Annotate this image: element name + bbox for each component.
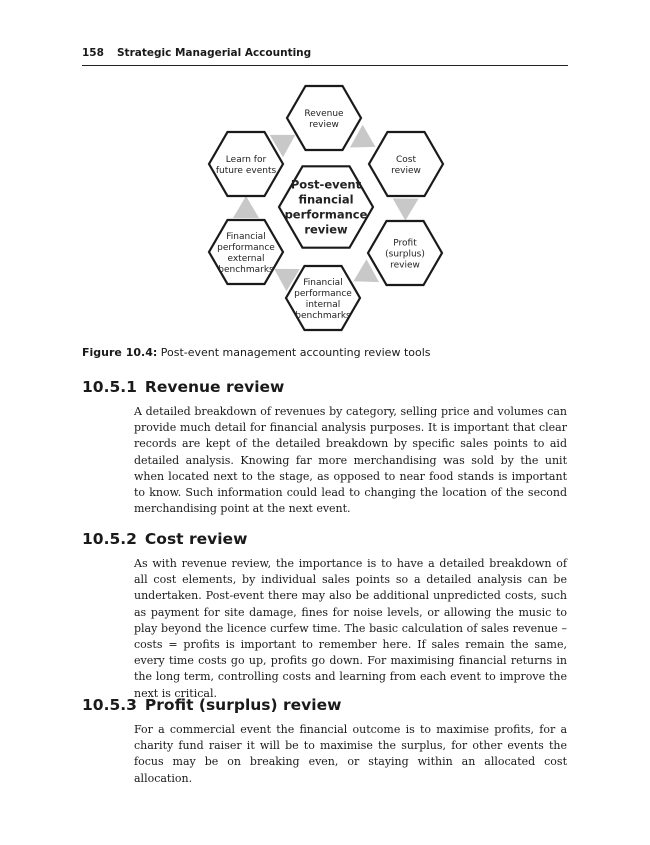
section-number: 10.5.1: [82, 378, 137, 396]
page-number: 158: [82, 47, 104, 59]
section-body-cost: As with revenue review, the importance is to have a detailed breakdown of all cost elements, by individual sales points so a detailed analysis can be undertaken. Post-event there may also be additional unpredicted costs, such as payment for site damage, fines for noise levels, or allowing the music to play beyond the licence curfew time. The basic calculation of sales revenue – costs = profits is important to remember here. If sales remain the same, every time costs go up, profits go down. For maximising financial returns in the long term, controlling costs and learning from each event to improve the next is critical.: [134, 557, 567, 700]
node-label-profit: Profit: [393, 238, 417, 249]
connector-arrow: [233, 196, 259, 218]
node-label-internal: benchmarks: [295, 311, 351, 321]
center-label-line: Post-event: [290, 177, 362, 192]
node-label-external: Financial: [226, 232, 266, 242]
node-label-internal: internal: [305, 300, 341, 310]
figure-caption: [82, 346, 431, 359]
running-title: Strategic Managerial Accounting: [117, 47, 312, 59]
section-title: Cost review: [144, 530, 248, 548]
node-label-profit: (surplus): [385, 249, 425, 260]
review-cycle-diagram: [0, 0, 650, 340]
center-label-line: financial: [298, 192, 354, 207]
section-heading-profit: [82, 696, 341, 714]
node-label-learn: future events: [215, 166, 277, 176]
node-label-cost: Cost: [395, 155, 417, 165]
section-title: Revenue review: [144, 378, 285, 396]
section-heading-cost: [82, 530, 247, 548]
node-label-revenue: Revenue: [304, 109, 344, 119]
node-label-profit: review: [390, 260, 420, 271]
node-label-cost: review: [391, 166, 421, 176]
node-label-external: performance: [217, 243, 275, 253]
center-label-line: performance: [284, 207, 368, 222]
node-label-external: external: [227, 254, 265, 264]
figure-text: Post-event management accounting review tools: [160, 346, 431, 359]
section-number: 10.5.2: [82, 530, 137, 548]
section-body-profit: For a commercial event the financial outcome is to maximise profits, for a charity fund raiser it will be to maximise the surplus, for other events the focus may be on breaking even, or staying within an allocated cost allocation.: [134, 723, 567, 785]
node-label-learn: Learn for: [225, 155, 267, 165]
section-number: 10.5.3: [82, 696, 137, 714]
section-title: Profit (surplus) review: [144, 696, 342, 714]
figure-label: Figure 10.4:: [82, 346, 158, 359]
node-label-external: benchmarks: [218, 265, 274, 275]
node-label-revenue: review: [309, 120, 339, 130]
section-body-revenue: A detailed breakdown of revenues by category, selling price and volumes can provide much detail for financial analysis purposes. It is important that clear records are kept of the detailed breakdown by specific sales points to aid detailed analysis. Knowing far more merchandising was sold by the unit when located next to the stage, as opposed to near food stands is important to know. Such information could lead to changing the location of the second merchandising point at the next event.: [134, 405, 567, 516]
node-label-internal: Financial: [303, 278, 343, 288]
node-label-internal: performance: [294, 289, 352, 299]
center-label-line: review: [304, 222, 348, 237]
section-heading-revenue: [82, 378, 284, 396]
connector-arrow: [393, 198, 419, 220]
